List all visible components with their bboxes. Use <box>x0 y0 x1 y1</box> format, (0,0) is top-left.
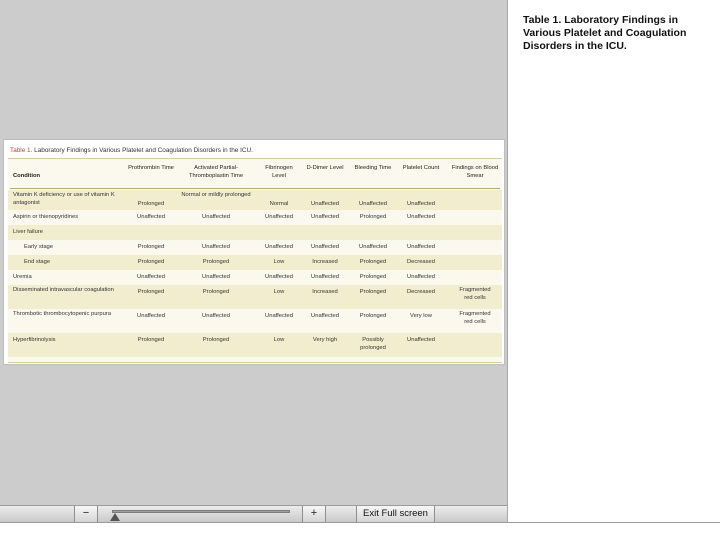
header-blood-smear: Findings on Blood Smear <box>451 165 499 179</box>
table-title <box>10 147 253 154</box>
cell-bleeding-time: Unaffected <box>359 201 387 207</box>
cell-condition: Early stage <box>24 244 53 250</box>
table-row <box>8 225 502 240</box>
slider-thumb-icon[interactable] <box>110 513 120 521</box>
cell-condition: Thrombotic thrombocytopenic purpura <box>13 311 111 317</box>
cell-aptt: Prolonged <box>202 259 230 265</box>
cell-prothrombin-time: Unaffected <box>137 274 165 280</box>
cell-condition: End stage <box>24 259 51 265</box>
cell-platelet-count: Very low <box>410 313 432 319</box>
header-d-dimer-level: D-Dimer Level <box>306 165 344 171</box>
caption-title: Table 1. Laboratory Findings in Various Platelet and Coagulation Disorders in the ICU. <box>523 14 687 52</box>
cell-d-dimer: Unaffected <box>311 214 339 220</box>
cell-aptt: Unaffected <box>202 244 230 250</box>
cell-bleeding-time: Prolonged <box>359 214 387 220</box>
cell-d-dimer: Unaffected <box>311 313 339 319</box>
header-bleeding-time: Bleeding Time <box>354 165 392 171</box>
cell-fibrinogen: Unaffected <box>265 313 293 319</box>
cell-prothrombin-time: Prolonged <box>137 201 165 207</box>
cell-d-dimer: Unaffected <box>311 244 339 250</box>
cell-condition: Aspirin or thienopyridines <box>13 214 79 220</box>
zoom-in-button[interactable]: + <box>302 506 326 522</box>
cell-d-dimer: Unaffected <box>311 201 339 207</box>
cell-aptt: Prolonged <box>202 337 230 343</box>
bottom-area <box>0 523 720 540</box>
cell-platelet-count: Unaffected <box>407 214 435 220</box>
cell-bleeding-time: Prolonged <box>359 259 387 265</box>
cell-prothrombin-time: Prolonged <box>137 289 165 295</box>
table-title-prefix: Table 1. <box>10 147 33 154</box>
cell-condition: Vitamin K deficiency or use of vitamin K antagonist <box>13 192 115 206</box>
cell-d-dimer: Very high <box>312 337 338 343</box>
cell-platelet-count: Decreased <box>406 259 436 265</box>
cell-bleeding-time: Prolonged <box>359 313 387 319</box>
header-aptt: Activated Partial-Thromboplastin Time <box>188 165 244 179</box>
zoom-slider[interactable] <box>112 510 290 513</box>
zoom-out-button[interactable]: − <box>74 506 98 522</box>
header-condition: Condition <box>13 173 41 179</box>
cell-platelet-count: Unaffected <box>407 244 435 250</box>
cell-aptt: Normal or mildly prolonged <box>181 192 251 198</box>
cell-blood-smear: Fragmented red cells <box>459 311 491 325</box>
table-row <box>8 255 502 270</box>
table-row <box>8 309 502 333</box>
header-fibrinogen-level: Fibrinogen Level <box>265 165 293 179</box>
cell-aptt: Unaffected <box>202 214 230 220</box>
cell-bleeding-time: Possibly prolonged <box>360 337 386 351</box>
exit-fullscreen-button[interactable]: Exit Full screen <box>356 506 435 522</box>
lab-findings-table <box>8 158 502 363</box>
cell-bleeding-time: Prolonged <box>359 289 387 295</box>
table-row <box>8 240 502 255</box>
header-platelet-count: Platelet Count <box>402 165 440 171</box>
cell-aptt: Unaffected <box>202 313 230 319</box>
cell-fibrinogen: Unaffected <box>265 214 293 220</box>
cell-d-dimer: Increased <box>312 259 338 265</box>
caption-panel <box>508 0 720 522</box>
cell-d-dimer: Increased <box>312 289 338 295</box>
cell-fibrinogen: Normal <box>269 201 289 207</box>
cell-blood-smear: Fragmented red cells <box>459 287 491 301</box>
cell-prothrombin-time: Unaffected <box>137 214 165 220</box>
cell-fibrinogen: Unaffected <box>265 274 293 280</box>
table-row <box>8 333 502 357</box>
table-title-text: Laboratory Findings in Various Platelet and Coagulation Disorders in the ICU. <box>34 147 253 154</box>
cell-prothrombin-time: Unaffected <box>137 313 165 319</box>
table-header <box>8 164 502 188</box>
cell-bleeding-time: Unaffected <box>359 244 387 250</box>
cell-fibrinogen: Low <box>273 289 285 295</box>
cell-fibrinogen: Unaffected <box>265 244 293 250</box>
table-row <box>8 190 502 210</box>
cell-platelet-count: Decreased <box>406 289 436 295</box>
cell-platelet-count: Unaffected <box>407 274 435 280</box>
cell-condition: Liver failure <box>13 229 43 235</box>
cell-prothrombin-time: Prolonged <box>137 337 165 343</box>
header-prothrombin-time: Prothrombin Time <box>128 165 174 171</box>
cell-aptt: Prolonged <box>202 289 230 295</box>
cell-bleeding-time: Prolonged <box>359 274 387 280</box>
cell-aptt: Unaffected <box>202 274 230 280</box>
cell-fibrinogen: Low <box>273 259 285 265</box>
header-divider <box>10 188 500 189</box>
table-row <box>8 210 502 225</box>
cell-condition: Hyperfibrinolysis <box>13 337 56 343</box>
table-row <box>8 270 502 285</box>
cell-prothrombin-time: Prolonged <box>137 244 165 250</box>
cell-platelet-count: Unaffected <box>407 337 435 343</box>
cell-fibrinogen: Low <box>273 337 285 343</box>
slide-image <box>3 139 505 365</box>
slideshow-toolbar <box>0 505 507 522</box>
cell-platelet-count: Unaffected <box>407 201 435 207</box>
cell-condition: Disseminated intravascular coagulation <box>13 287 114 293</box>
cell-prothrombin-time: Prolonged <box>137 259 165 265</box>
cell-d-dimer: Unaffected <box>311 274 339 280</box>
table-row <box>8 285 502 309</box>
cell-condition: Uremia <box>13 274 32 280</box>
